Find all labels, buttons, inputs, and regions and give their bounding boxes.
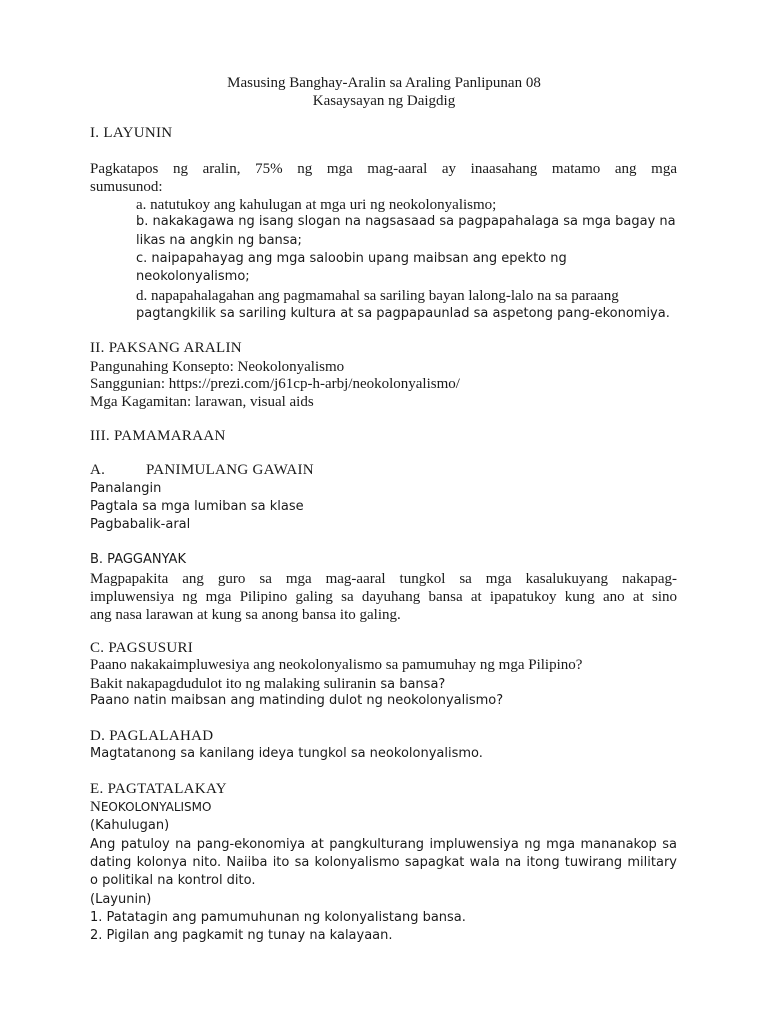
layunin-list-item-1: 1. Patatagin ang pamumuhunan ng kolonyalistang bansa. bbox=[90, 910, 466, 925]
sanggunian: Sanggunian: https://prezi.com/j61cp-h-arbj/neokolonyalismo/ bbox=[90, 376, 460, 392]
pangunahing-konsepto: Pangunahing Konsepto: Neokolonyalismo bbox=[90, 359, 345, 375]
layunin-list-item-2: 2. Pigilan ang pagkamit ng tunay na kalayaan. bbox=[90, 928, 393, 943]
pagsusuri-question-2-part-1: Bakit nakapagdudulot ito ng malaking suliranin bbox=[90, 676, 377, 692]
layunin-item-a: a. natutukoy ang kahulugan at mga uri ng neokolonyalismo; bbox=[136, 197, 497, 213]
subsection-a-title: PANIMULANG GAWAIN bbox=[146, 462, 314, 478]
panimula-item-pagbabalik-aral: Pagbabalik-aral bbox=[90, 517, 191, 532]
layunin-label: (Layunin) bbox=[90, 892, 152, 907]
panimula-item-pagtala: Pagtala sa mga lumiban sa klase bbox=[90, 499, 304, 514]
neokolonyalismo-subheading-initial: N bbox=[90, 799, 101, 815]
pagganyak-line-3: ang nasa larawan at kung sa anong bansa ito galing. bbox=[90, 607, 401, 623]
layunin-intro-line-1: Pagkatapos ng aralin, 75% ng mga mag-aaral ay inaasahang matamo ang mga bbox=[90, 161, 677, 177]
layunin-item-d-line-2: pagtangkilik sa sariling kultura at sa pagpapaunlad sa aspetong pang-ekonomiya. bbox=[136, 306, 670, 321]
section-heading-paksang-aralin: II. PAKSANG ARALIN bbox=[90, 340, 242, 356]
layunin-item-c-line-2: neokolonyalismo; bbox=[136, 269, 250, 284]
panimula-item-panalangin: Panalangin bbox=[90, 481, 162, 496]
subsection-heading-d: D. PAGLALAHAD bbox=[90, 728, 214, 744]
kahulugan-line-3: o politikal na kontrol dito. bbox=[90, 873, 256, 888]
kahulugan-label: (Kahulugan) bbox=[90, 818, 170, 833]
section-heading-pamamaraan: III. PAMAMARAAN bbox=[90, 428, 226, 444]
subsection-heading-a bbox=[90, 463, 314, 478]
kahulugan-line-2: dating kolonya nito. Naiiba ito sa kolonyalismo sapagkat wala na itong tuwirang military bbox=[90, 855, 677, 870]
pagsusuri-question-2 bbox=[90, 676, 445, 692]
pagsusuri-question-2-part-2: sa bansa? bbox=[376, 677, 446, 692]
layunin-item-c-line-1: c. naipapahayag ang mga saloobin upang maibsan ang epekto ng bbox=[136, 251, 567, 266]
section-heading-layunin: I. LAYUNIN bbox=[90, 125, 173, 141]
layunin-item-b-line-1: b. nakakagawa ng isang slogan na nagsasaad sa pagpapahalaga sa mga bagay na bbox=[136, 214, 676, 229]
subsection-heading-e: E. PAGTATALAKAY bbox=[90, 781, 227, 797]
mga-kagamitan: Mga Kagamitan: larawan, visual aids bbox=[90, 394, 314, 410]
document-title: Masusing Banghay-Aralin sa Araling Panlipunan 08 bbox=[227, 75, 541, 91]
document-subtitle: Kasaysayan ng Daigdig bbox=[312, 93, 456, 109]
pagsusuri-question-3: Paano natin maibsan ang matinding dulot ng neokolonyalismo? bbox=[90, 693, 504, 708]
paglalahad-line-1: Magtatanong sa kanilang ideya tungkol sa neokolonyalismo. bbox=[90, 746, 483, 761]
layunin-item-d-line-1: d. napapahalagahan ang pagmamahal sa sariling bayan lalong-lalo na sa paraang bbox=[136, 288, 619, 304]
pagganyak-line-2: impluwensiya ng mga Pilipino galing sa dayuhang bansa at ipapatukoy kung ano at sino bbox=[90, 589, 677, 605]
subsection-heading-c: C. PAGSUSURI bbox=[90, 640, 194, 656]
neokolonyalismo-subheading-rest: EOKOLONYALISMO bbox=[100, 800, 212, 814]
subsection-a-letter: A. bbox=[90, 462, 106, 478]
pagsusuri-question-1: Paano nakakaimpluwesiya ang neokolonyalismo sa pamumuhay ng mga Pilipino? bbox=[90, 657, 583, 673]
layunin-intro-line-2: sumusunod: bbox=[90, 179, 163, 195]
pagganyak-line-1: Magpapakita ang guro sa mga mag-aaral tungkol sa mga kasalukuyang nakapag- bbox=[90, 571, 677, 587]
kahulugan-line-1: Ang patuloy na pang-ekonomiya at pangkulturang impluwensiya ng mga mananakop sa bbox=[90, 837, 677, 852]
subsection-heading-b: B. PAGGANYAK bbox=[90, 552, 186, 567]
neokolonyalismo-subheading bbox=[90, 799, 211, 815]
layunin-item-b-line-2: likas na angkin ng bansa; bbox=[136, 233, 302, 248]
